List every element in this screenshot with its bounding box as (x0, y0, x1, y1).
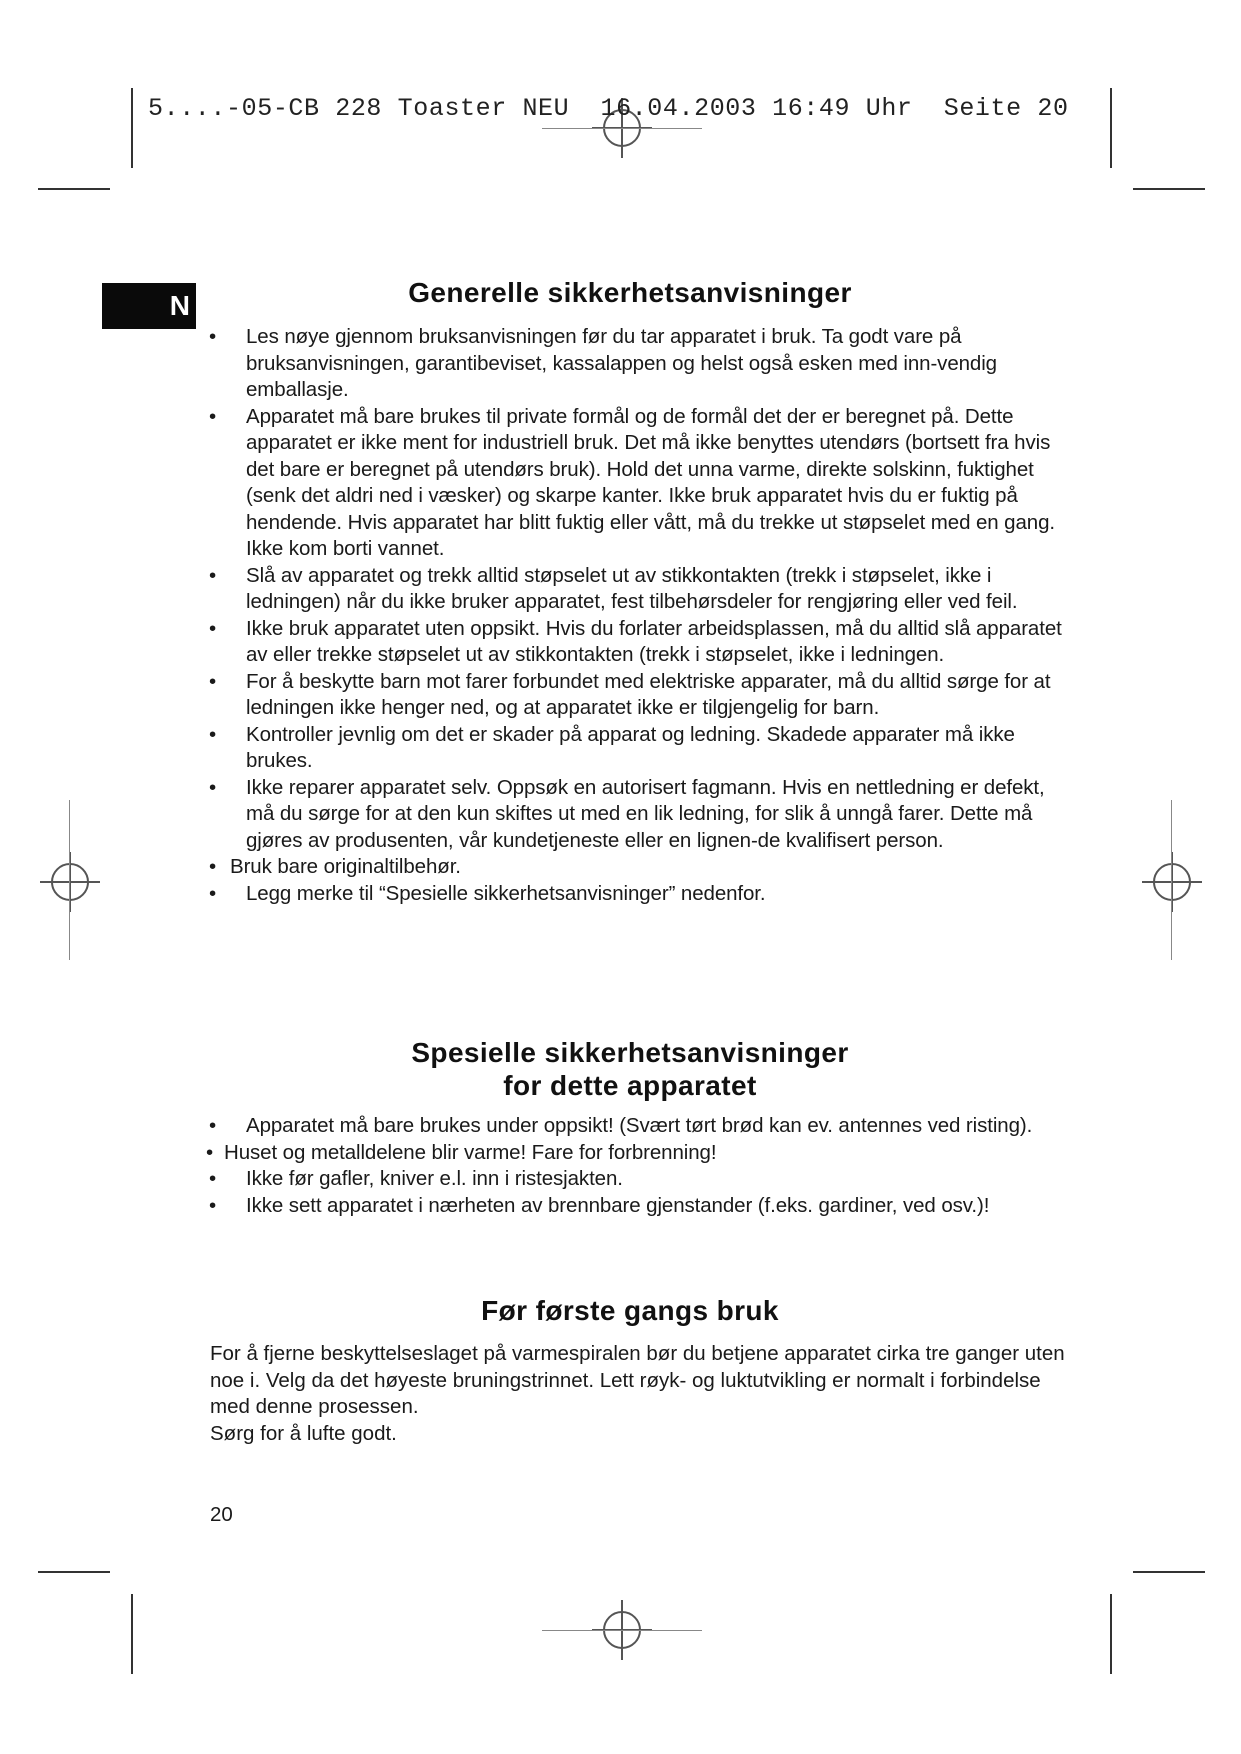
list-item: • For å beskytte barn mot farer forbundet med elektriske apparater, må du alltid sørge for at ledningen ikke henger ned, og at apparatet ikke er tilgjengelig for barn. (209, 669, 1051, 719)
bullet-icon: • (209, 325, 217, 348)
bullet-icon: • (206, 1140, 214, 1164)
bullet-icon: • (209, 722, 217, 746)
bullet-icon: • (209, 404, 217, 428)
section-title: Generelle sikkerhetsanvisninger (408, 277, 852, 308)
list-item: • Ikke bruk apparatet uten oppsikt. Hvis du forlater arbeidsplassen, må du alltid slå apparatet av eller trekke støpselet ut av stikkontakten (trekk i støpselet, ikke i ledningen. (209, 616, 1062, 666)
bullet-icon: • (209, 855, 217, 878)
crop-mark (1110, 1594, 1112, 1674)
crop-mark (131, 88, 133, 168)
section-title: Spesielle sikkerhetsanvisninger (411, 1037, 849, 1068)
list-item: • Kontroller jevnlig om det er skader på apparat og ledning. Skadede apparater må ikke brukes. (209, 722, 1015, 772)
registration-line (542, 1630, 702, 1631)
section-title: for dette apparatet (503, 1070, 757, 1101)
list-item: • Slå av apparatet og trekk alltid støpselet ut av stikkontakten (trekk i støpselet, ikke i ledningen) når du ikke bruker apparatet, fest tilbehørsdeler for rengjøring eller ved feil. (209, 563, 1018, 613)
list-item: • Ikke reparer apparatet selv. Oppsøk en autorisert fagmann. Hvis en nettledning er defekt, må du sørge for at den kun skiftes ut med en lik ledning, for slik å unngå farer. Dette må gjøres av produsenten, vår kundetjeneste eller en lignen-de kvalifisert person. (209, 775, 1045, 852)
section-title: Før første gangs bruk (481, 1295, 779, 1326)
list-item: • Apparatet må bare brukes til private formål og de formål det der er beregnet på. Dette apparatet er ikke ment for industriell bruk. Det må ikke benyttes utendørs (bortsett fra hvis det bare er beregnet på utendørs bruk). Hold det unna varme, direkte solskinn, fuktighet (senk det aldri ned i væsker) og skarpe kanter. Ikke bruk apparatet hvis du er fuktig på hendende. Hvis apparatet har blitt fuktig eller vått, må du trekke ut støpselet med en gang. Ikke kom borti vannet. (209, 404, 1055, 560)
list-item: • Ikke før gafler, kniver e.l. inn i ristesjakten. (206, 1166, 1066, 1193)
bullet-icon: • (209, 563, 217, 587)
registration-line (69, 800, 70, 960)
paragraph: Sørg for å lufte godt. (210, 1422, 397, 1445)
registration-mark-icon (40, 852, 100, 912)
registration-line (542, 128, 702, 129)
list-item: • Bruk bare originaltilbehør. (206, 854, 1066, 881)
bullet-icon: • (209, 616, 217, 640)
crop-mark (1110, 88, 1112, 168)
language-tab: N (102, 283, 196, 329)
bullet-icon: • (209, 1193, 217, 1217)
special-safety-list (206, 1113, 1066, 1219)
crop-mark (38, 1571, 110, 1573)
safety-list (206, 324, 1066, 907)
bullet-icon: • (209, 775, 217, 799)
registration-line (1171, 800, 1172, 960)
crop-mark (131, 1594, 133, 1674)
registration-mark-icon (1142, 852, 1202, 912)
list-item: • Apparatet må bare brukes under oppsikt! (Svært tørt brød kan ev. antennes ved risting). (206, 1113, 1066, 1140)
list-item: • Legg merke til “Spesielle sikkerhetsanvisninger” nedenfor. (206, 881, 1066, 908)
list-item: • Ikke sett apparatet i nærheten av brennbare gjenstander (f.eks. gardiner, ved osv.)! (206, 1193, 1066, 1220)
bullet-icon: • (209, 1114, 217, 1137)
paragraph: For å fjerne beskyttelseslaget på varmespiralen bør du betjene apparatet cirka tre ganger uten noe i. Velg da det høyeste bruningstrinnet. Lett røyk- og luktutvikling er normalt i forbindelse med denne prosessen. (210, 1342, 1065, 1418)
printer-slug: 5....-05-CB 228 Toaster NEU 16.04.2003 16:49 Uhr Seite 20 (148, 94, 1069, 123)
list-item: • Les nøye gjennom bruksanvisningen før du tar apparatet i bruk. Ta godt vare på bruksanvisningen, garantibeviset, kassalappen og helst også esken med inn-vendig emballasje. (209, 325, 997, 401)
crop-mark (38, 188, 110, 190)
page-number: 20 (210, 1503, 233, 1526)
bullet-icon: • (209, 881, 217, 905)
crop-mark (1133, 1571, 1205, 1573)
bullet-icon: • (209, 1167, 217, 1190)
bullet-icon: • (209, 669, 217, 693)
list-item: • Huset og metalldelene blir varme! Fare for forbrenning! (206, 1140, 1066, 1167)
crop-mark (1133, 188, 1205, 190)
